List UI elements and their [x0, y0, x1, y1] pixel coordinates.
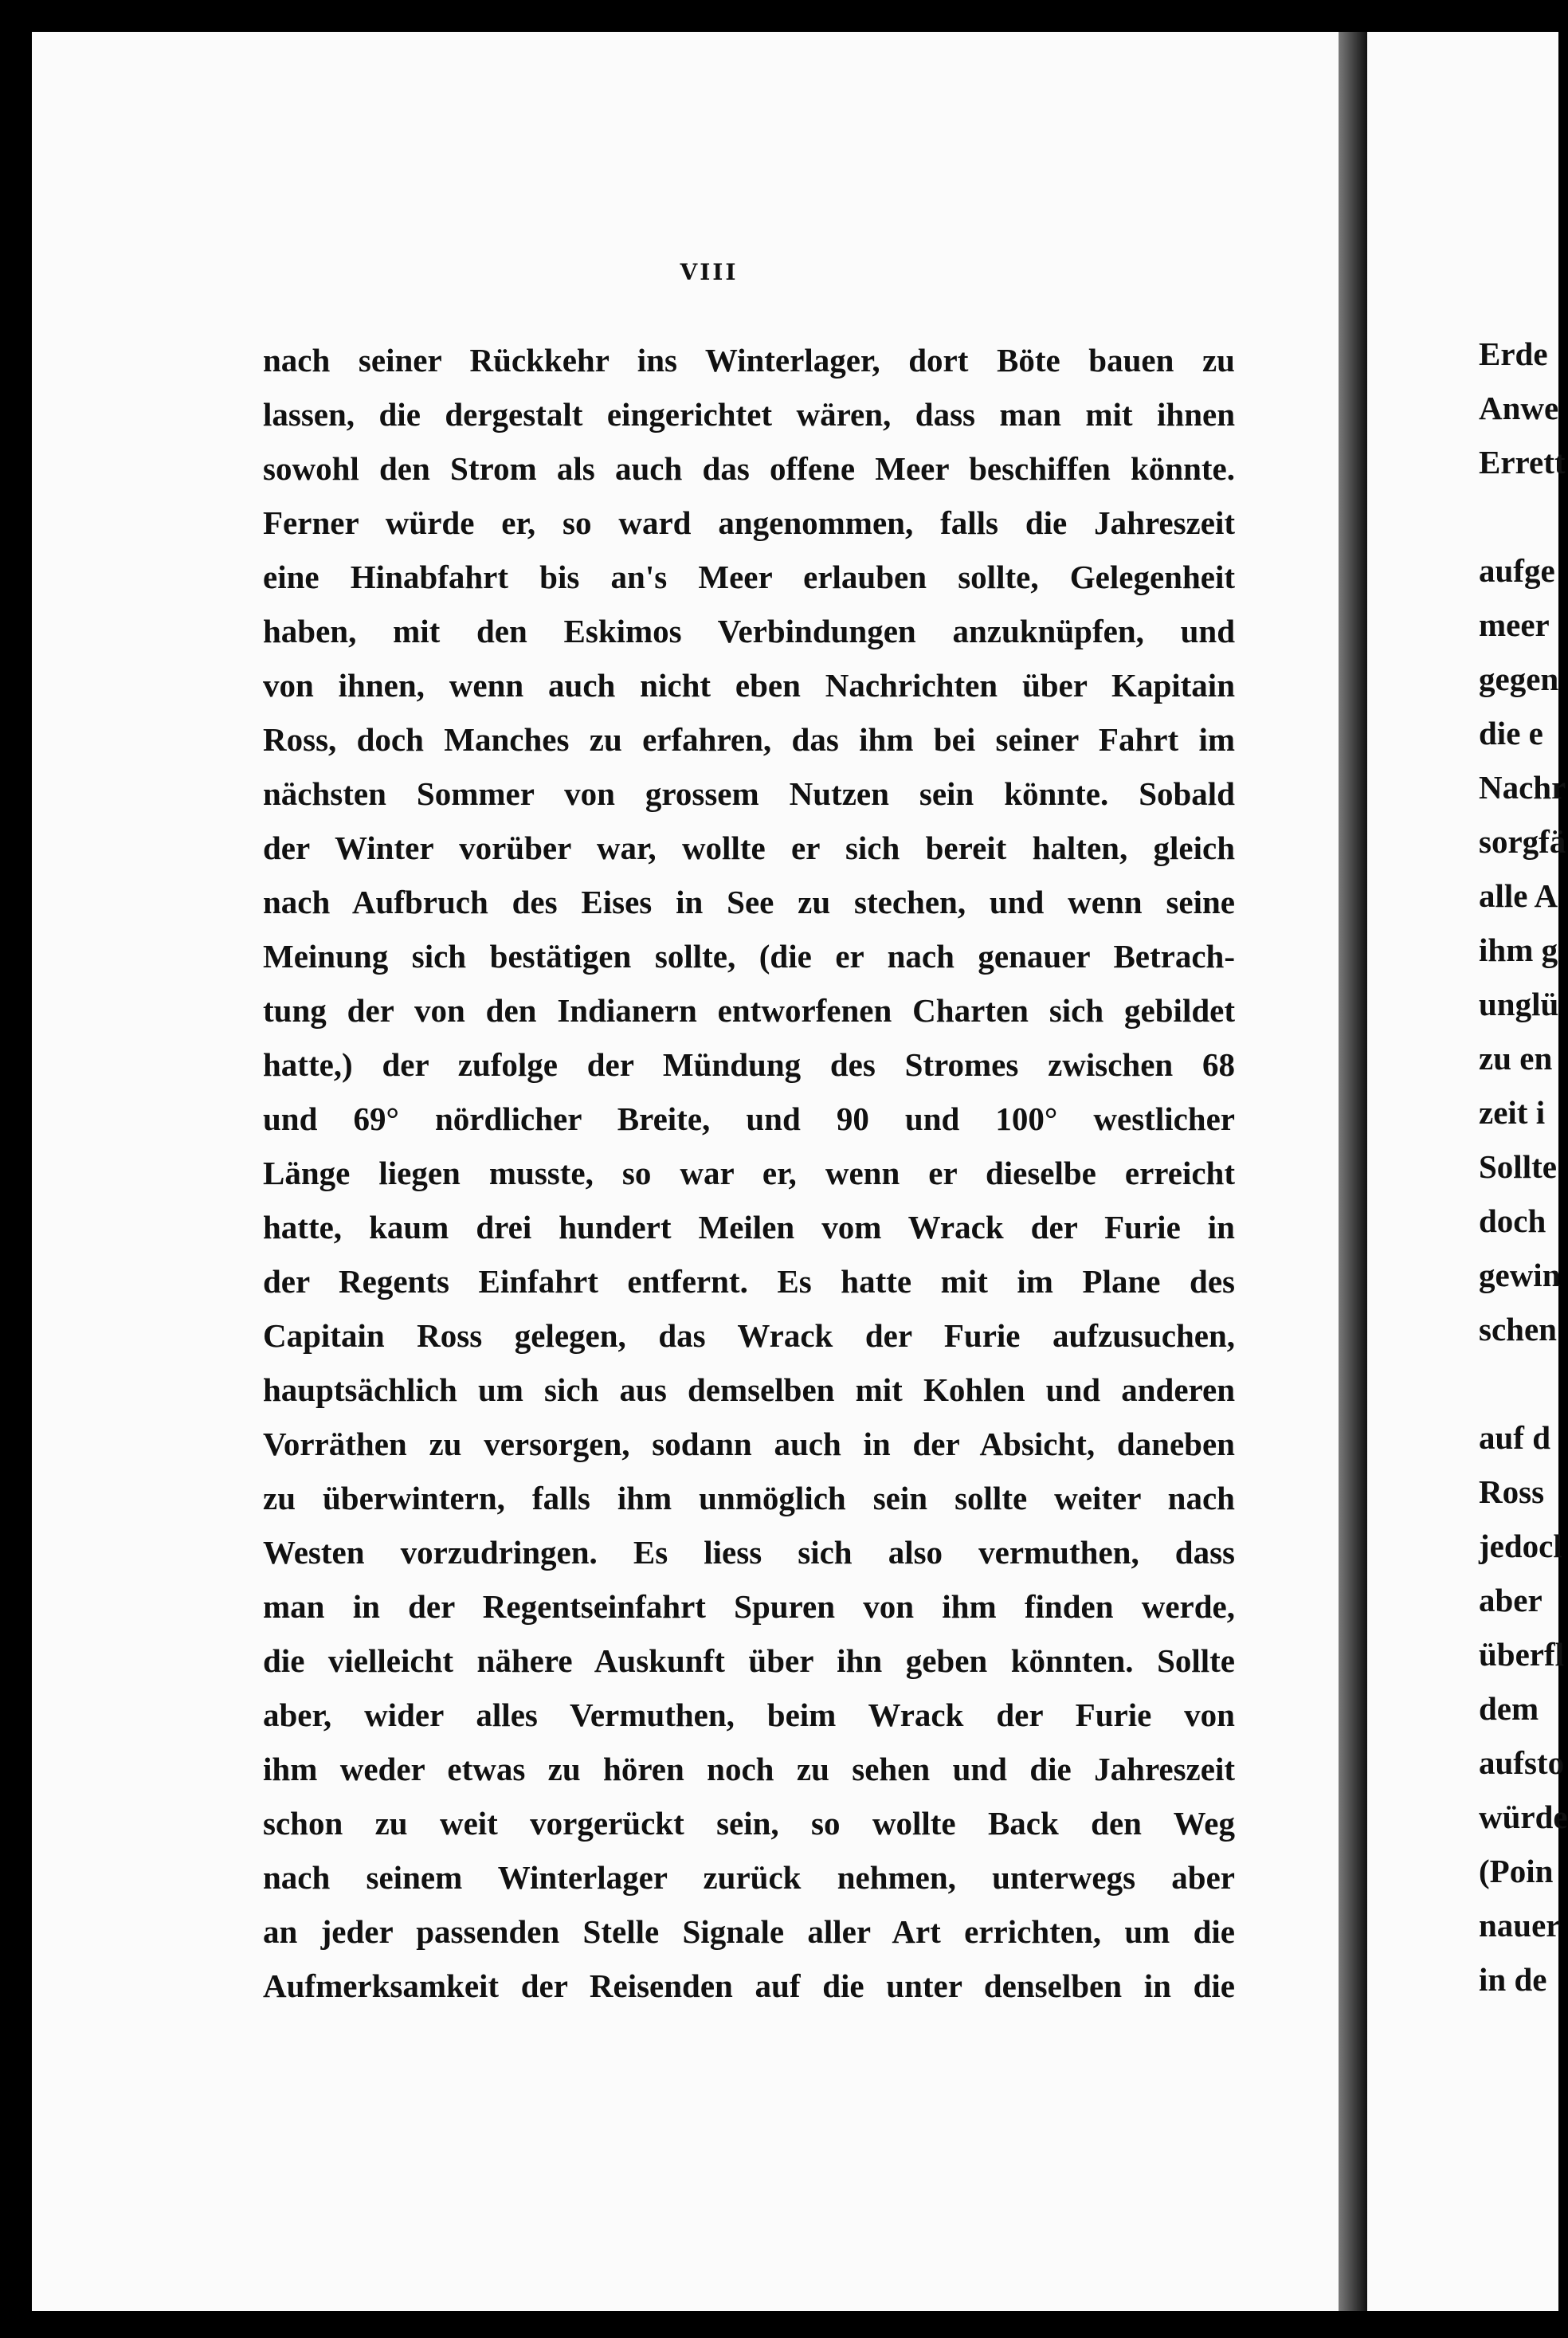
text-line-fragment: würde — [1479, 1799, 1568, 1835]
text-line-fragment: Sollte — [1479, 1148, 1557, 1185]
text-line: sowohl den Strom als auch das offene Meer beschiffen könnte. — [263, 450, 1235, 487]
text-line: aber, wider alles Vermuthen, beim Wrack der Furie von — [263, 1697, 1235, 1733]
text-line: von ihnen, wenn auch nicht eben Nachrichten über Kapitain — [263, 667, 1235, 704]
text-line: haben, mit den Eskimos Verbindungen anzuknüpfen, und — [263, 613, 1235, 649]
text-line: eine Hinabfahrt bis an's Meer erlauben sollte, Gelegenheit — [263, 559, 1235, 595]
text-line: hatte,) der zufolge der Mündung des Stromes zwischen 68 — [263, 1046, 1235, 1083]
text-line: hatte, kaum drei hundert Meilen vom Wrack der Furie in — [263, 1209, 1235, 1245]
text-line-fragment: Ross — [1479, 1473, 1545, 1510]
text-line-fragment: in de — [1479, 1961, 1547, 1998]
text-line-fragment: alle A — [1479, 877, 1558, 914]
page-number: VIII — [680, 259, 739, 285]
text-line-fragment: Erde — [1479, 335, 1548, 372]
text-line-fragment: zeit i — [1479, 1094, 1546, 1131]
text-line-fragment — [1479, 489, 1558, 543]
right-page-text — [1479, 327, 1568, 2007]
text-line-fragment: ihm g — [1479, 932, 1558, 968]
text-line-fragment: aber — [1479, 1582, 1543, 1618]
text-line: tung der von den Indianern entworfenen Charten sich gebildet — [263, 992, 1235, 1029]
text-line-fragment: Nachr — [1479, 769, 1566, 806]
text-line: nach Aufbruch des Eises in See zu stechen, und wenn seine — [263, 884, 1235, 920]
text-line: die vielleicht nähere Auskunft über ihn geben könnten. Sollte — [263, 1642, 1235, 1679]
text-line-fragment: aufsto — [1479, 1744, 1565, 1781]
text-line: der Winter vorüber war, wollte er sich bereit halten, gleich — [263, 830, 1235, 866]
book-gutter — [1339, 32, 1367, 2311]
text-line-fragment: zu en — [1479, 1040, 1553, 1077]
text-line-fragment: überfl — [1479, 1636, 1565, 1673]
text-line: lassen, die dergestalt eingerichtet wären, dass man mit ihnen — [263, 396, 1235, 433]
text-line-fragment: sorgfä — [1479, 823, 1566, 860]
text-line-fragment: Errett — [1479, 444, 1566, 481]
text-line-fragment: (Poin — [1479, 1853, 1554, 1889]
text-line-fragment — [1479, 1356, 1558, 1410]
text-line: hauptsächlich um sich aus demselben mit Kohlen und anderen — [263, 1371, 1235, 1408]
text-line: an jeder passenden Stelle Signale aller Art errichten, um die — [263, 1913, 1235, 1950]
text-line-fragment: auf d — [1479, 1419, 1551, 1456]
text-line: Ferner würde er, so ward angenommen, falls die Jahreszeit — [263, 504, 1235, 541]
text-line-fragment: nauer — [1479, 1907, 1561, 1944]
text-line: nach seinem Winterlager zurück nehmen, unterwegs aber — [263, 1859, 1235, 1896]
text-line: Länge liegen musste, so war er, wenn er dieselbe erreicht — [263, 1155, 1235, 1191]
text-line: nächsten Sommer von grossem Nutzen sein könnte. Sobald — [263, 775, 1235, 812]
text-line: Westen vorzudringen. Es liess sich also vermuthen, dass — [263, 1534, 1235, 1571]
text-line-fragment: dem — [1479, 1690, 1539, 1727]
text-line: schon zu weit vorgerückt sein, so wollte Back den Weg — [263, 1805, 1235, 1842]
text-line-fragment: meer — [1479, 606, 1550, 643]
text-line: Meinung sich bestätigen sollte, (die er nach genauer Betrach- — [263, 938, 1235, 975]
text-line-fragment: jedocl — [1479, 1528, 1562, 1564]
text-line-fragment: schen — [1479, 1311, 1557, 1347]
left-page-text — [263, 333, 1235, 2013]
text-line: zu überwintern, falls ihm unmöglich sein sollte weiter nach — [263, 1480, 1235, 1516]
text-line: Vorräthen zu versorgen, sodann auch in der Absicht, daneben — [263, 1426, 1235, 1462]
text-line: und 69° nördlicher Breite, und 90 und 100° westlicher — [263, 1100, 1235, 1137]
text-line: nach seiner Rückkehr ins Winterlager, dort Böte bauen zu — [263, 342, 1235, 379]
text-line: Aufmerksamkeit der Reisenden auf die unter denselben in die — [263, 1967, 1235, 2004]
text-line-fragment: gegen — [1479, 661, 1559, 697]
text-line: man in der Regentseinfahrt Spuren von ihm finden werde, — [263, 1588, 1235, 1625]
text-line: Ross, doch Manches zu erfahren, das ihm bei seiner Fahrt im — [263, 721, 1235, 758]
text-line: ihm weder etwas zu hören noch zu sehen und die Jahreszeit — [263, 1751, 1235, 1787]
text-line-fragment: Anwe — [1479, 390, 1559, 426]
text-line: der Regents Einfahrt entfernt. Es hatte mit im Plane des — [263, 1263, 1235, 1300]
text-line-fragment: aufge — [1479, 552, 1555, 589]
text-line-fragment: doch — [1479, 1202, 1546, 1239]
text-line-fragment: die e — [1479, 715, 1543, 751]
text-line: Capitain Ross gelegen, das Wrack der Furie aufzusuchen, — [263, 1317, 1235, 1354]
text-line-fragment: gewin — [1479, 1257, 1561, 1293]
text-line-fragment: unglü — [1479, 986, 1559, 1022]
